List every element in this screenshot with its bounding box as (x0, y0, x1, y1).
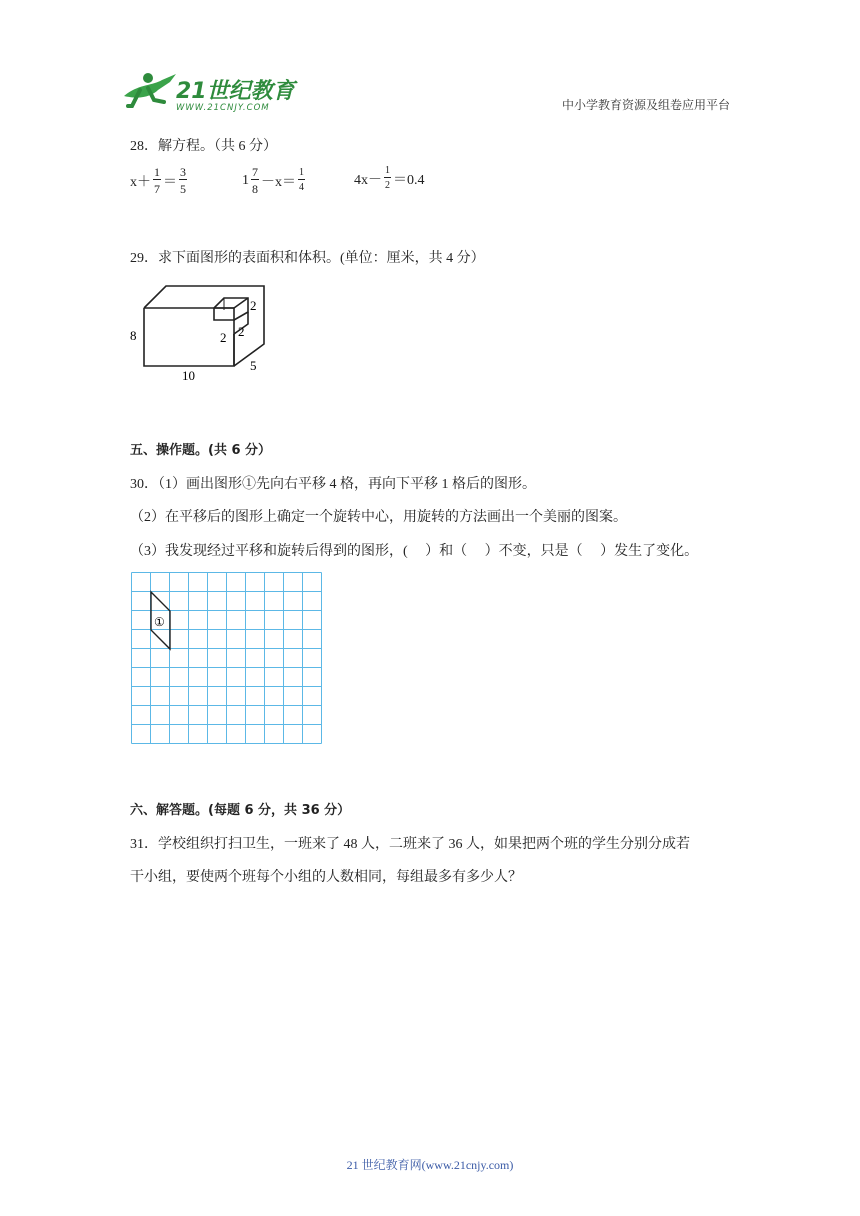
q30-part1: 30．（1）画出图形①先向右平移 4 格，再向下平移 1 格后的图形。 (130, 477, 536, 492)
denominator: 2 (385, 180, 390, 191)
fraction (384, 166, 391, 191)
footer-link[interactable]: 21 世纪教育网(www.21cnjy.com) (346, 1158, 514, 1172)
label-length: 10 (182, 368, 195, 383)
numerator: 1 (154, 165, 160, 179)
fraction (251, 166, 259, 195)
logo-url: WWW.21CNJY.COM (176, 103, 270, 113)
fraction (153, 166, 161, 195)
section5-title: 五、操作题。(共 6 分） (130, 443, 272, 458)
fraction (179, 166, 187, 195)
shape-1-label: ① (154, 615, 165, 629)
denominator: 4 (299, 182, 304, 193)
numerator: 1 (299, 167, 304, 178)
label-width: 5 (250, 358, 257, 373)
q28-title: 28．解方程。（共 6 分） (130, 139, 277, 154)
q30-part3: （3）我发现经过平移和旋转后得到的图形，( ）和（ ）不变，只是（ ）发生了变化。 (130, 544, 699, 559)
logo-title: 21世纪教育 (176, 79, 295, 104)
eq3-rhs: ＝0.4 (393, 172, 425, 188)
equation-3 (354, 166, 425, 191)
label-cut-height: 2 (238, 324, 245, 339)
numerator: 3 (180, 165, 186, 179)
eq2-whole: 1 (242, 172, 249, 188)
denominator: 7 (154, 182, 160, 196)
cuboid-diagram (126, 282, 276, 386)
fraction (298, 168, 305, 193)
grid-paper (130, 571, 325, 747)
denominator: 5 (180, 182, 186, 196)
eq2-mid: －x＝ (261, 174, 296, 190)
q31-line1: 31．学校组织打扫卫生，一班来了 48 人，二班来了 36 人，如果把两个班的学生分别分成若 (130, 837, 690, 852)
platform-name: 中小学教育资源及组卷应用平台 (561, 98, 730, 112)
q29-title: 29．求下面图形的表面积和体积。(单位：厘米，共 4 分） (130, 251, 485, 266)
runner-logo-icon (118, 66, 298, 116)
label-cut-width: 2 (220, 330, 227, 345)
eq1-lhs: x＋ (130, 174, 151, 190)
site-logo (118, 66, 298, 116)
eq3-lhs: 4x－ (354, 172, 382, 188)
label-height: 8 (130, 328, 137, 343)
label-cut-depth: 2 (250, 298, 257, 313)
section6-title: 六、解答题。(每题 6 分，共 36 分） (130, 803, 351, 818)
numerator: 1 (385, 165, 390, 176)
q31-line2: 干小组，要使两个班每个小组的人数相同，每组最多有多少人？ (130, 870, 522, 885)
equation-2 (242, 166, 307, 195)
q30-part2: （2）在平移后的图形上确定一个旋转中心，用旋转的方法画出一个美丽的图案。 (130, 510, 627, 525)
equation-1 (130, 166, 189, 195)
denominator: 8 (252, 182, 258, 196)
eq1-op: ＝ (163, 174, 177, 190)
numerator: 7 (252, 165, 258, 179)
